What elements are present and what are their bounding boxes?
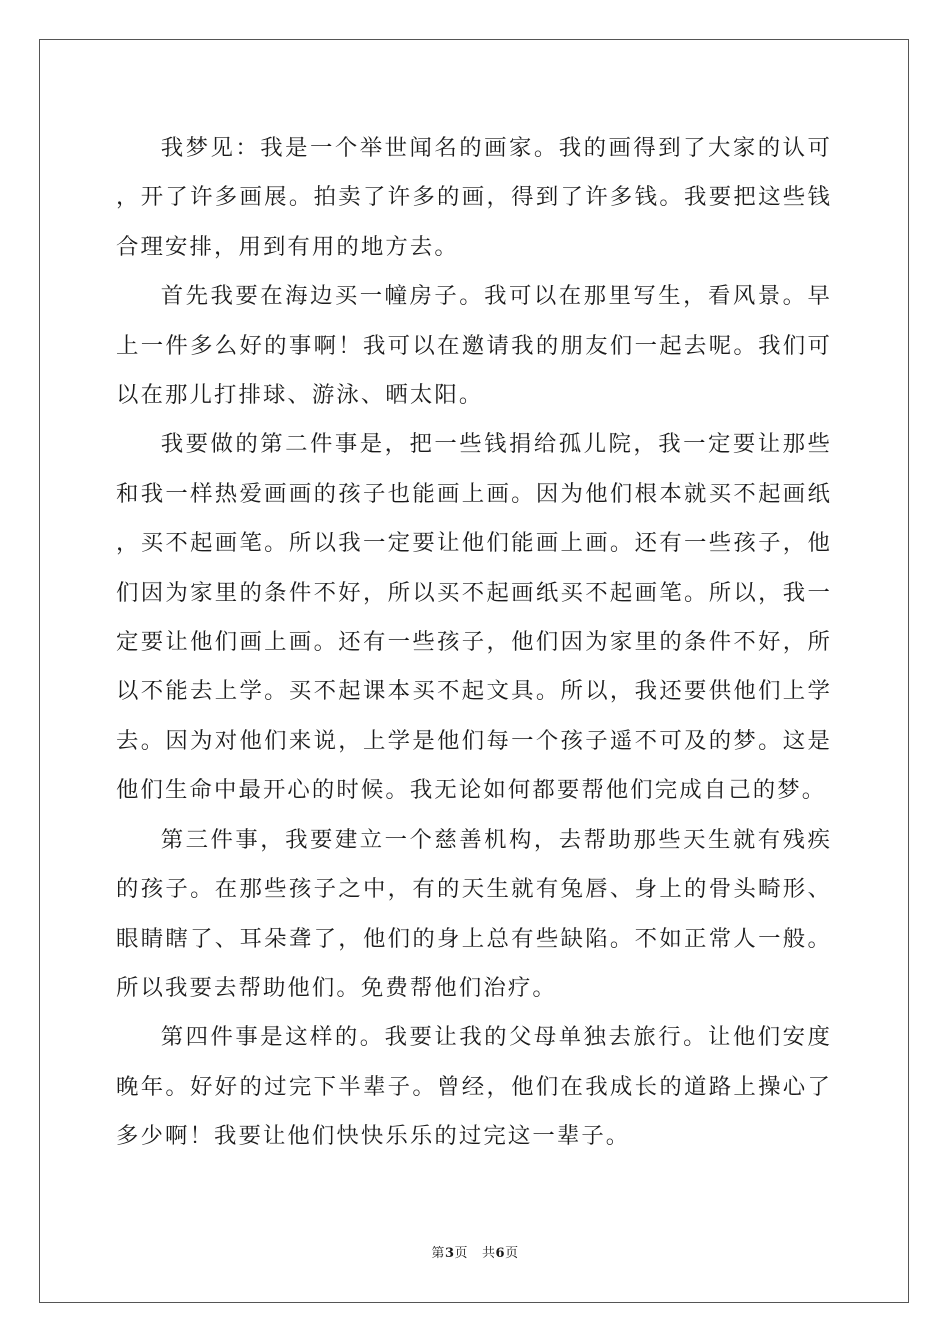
current-page-number: 3 bbox=[444, 1246, 455, 1261]
page-footer bbox=[0, 1245, 950, 1263]
paragraph-seaside-house: 首先我要在海边买一幢房子。我可以在那里写生，看风景。早上一件多么好的事啊！我可以在邀请我的朋友们一起去呢。我们可以在那儿打排球、游泳、晒太阳。 bbox=[116, 283, 832, 409]
paragraph-orphanage-donation: 我要做的第二件事是，把一些钱捐给孤儿院，我一定要让那些和我一样热爱画画的孩子也能画上画。因为他们根本就买不起画纸，买不起画笔。所以我一定要让他们能画上画。还有一些孩子，他们因为家里的条件不好，所以买不起画纸买不起画笔。所以，我一定要让他们画上画。还有一些孩子，他们因为家里的条件不好，所以不能去上学。买不起课本买不起文具。所以，我还要供他们上学去。因为对他们来说，上学是他们每一个孩子遥不可及的梦。这是他们生命中最开心的时候。我无论如何都要帮他们完成自己的梦。 bbox=[116, 431, 832, 804]
paragraph-charity-organization: 第三件事，我要建立一个慈善机构，去帮助那些天生就有残疾的孩子。在那些孩子之中，有的天生就有兔唇、身上的骨头畸形、眼睛瞎了、耳朵聋了，他们的身上总有些缺陷。不如正常人一般。所以我要去帮助他们。免费帮他们治疗。 bbox=[116, 826, 832, 1001]
document-body bbox=[116, 124, 832, 1162]
paragraph-parents-travel: 第四件事是这样的。我要让我的父母单独去旅行。让他们安度晚年。好好的过完下半辈子。曾经，他们在我成长的道路上操心了多少啊！我要让他们快快乐乐的过完这一辈子。 bbox=[116, 1024, 832, 1150]
page-suffix: 页 bbox=[454, 1246, 468, 1261]
paragraph-dream-painter: 我梦见：我是一个举世闻名的画家。我的画得到了大家的认可，开了许多画展。拍卖了许多的画，得到了许多钱。我要把这些钱合理安排，用到有用的地方去。 bbox=[116, 135, 832, 260]
total-suffix: 页 bbox=[505, 1246, 519, 1261]
total-pages-number: 6 bbox=[495, 1246, 506, 1261]
total-prefix: 共 bbox=[482, 1246, 496, 1261]
page-prefix: 第 bbox=[431, 1246, 445, 1261]
